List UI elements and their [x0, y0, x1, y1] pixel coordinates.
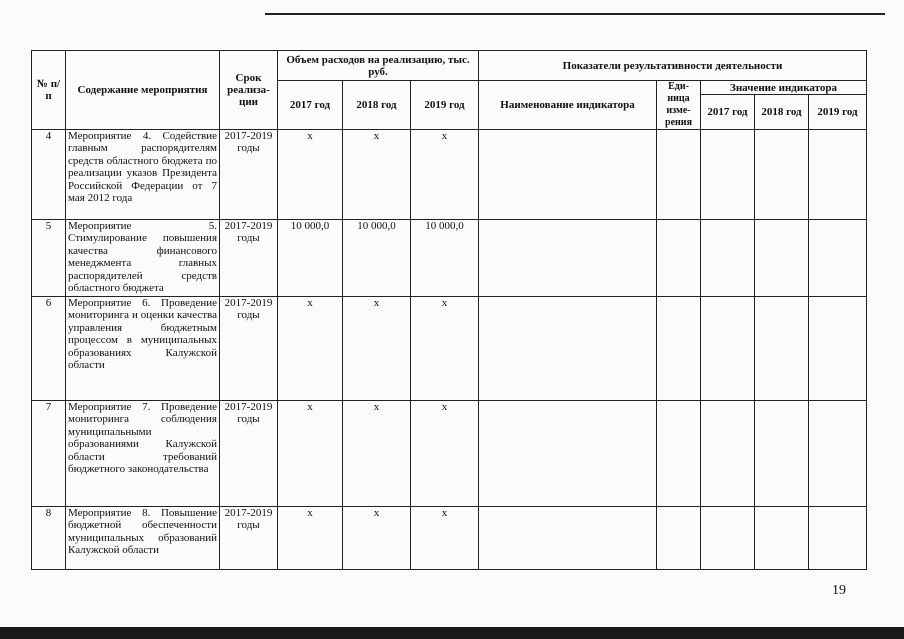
row-exp-2017: х: [278, 130, 343, 220]
table-row: [32, 220, 867, 297]
header-expenses-group: Объем расходов на реализацию, тыс. руб.: [278, 51, 479, 81]
row-ind-2019: [809, 507, 867, 570]
row-content: Мероприятие 8. Повышение бюджетной обеспеченности муниципальных образований Калужской области: [66, 507, 220, 570]
row-ind-2018: [755, 401, 809, 507]
row-num: 8: [32, 507, 66, 570]
row-period: 2017-2019 годы: [220, 297, 278, 401]
header-indicator-value-group: Значение индикатора: [701, 81, 867, 95]
row-ind-2017: [701, 220, 755, 297]
row-exp-2017: х: [278, 297, 343, 401]
header-num: № п/п: [32, 51, 66, 130]
row-num: 5: [32, 220, 66, 297]
row-exp-2017: х: [278, 401, 343, 507]
row-indicator-name: [479, 507, 657, 570]
header-ind-2017: 2017 год: [701, 95, 755, 130]
row-num: 4: [32, 130, 66, 220]
row-ind-2018: [755, 507, 809, 570]
header-exp-2019: 2019 год: [411, 81, 479, 130]
row-unit: [657, 297, 701, 401]
row-exp-2017: х: [278, 507, 343, 570]
header-exp-2017: 2017 год: [278, 81, 343, 130]
header-indicators-group: Показатели результативности деятельности: [479, 51, 867, 81]
header-ind-2018: 2018 год: [755, 95, 809, 130]
row-ind-2019: [809, 130, 867, 220]
row-content: Мероприятие 4. Содействие главным распорядителям средств областного бюджета по реализации указов Президента Российской Федерации от 7 мая 2012 года: [66, 130, 220, 220]
row-content: Мероприятие 5. Стимулирование повышения качества финансового менеджмента главных распорядителей средств областного бюджета: [66, 220, 220, 297]
row-period: 2017-2019 годы: [220, 130, 278, 220]
header-unit: Еди-ница изме-рения: [657, 81, 701, 130]
row-content: Мероприятие 6. Проведение мониторинга и оценки качества управления бюджетным процессом в муниципальных образованиях Калужской области: [66, 297, 220, 401]
row-ind-2017: [701, 130, 755, 220]
row-period: 2017-2019 годы: [220, 507, 278, 570]
row-indicator-name: [479, 130, 657, 220]
row-ind-2017: [701, 401, 755, 507]
header-period: Срок реализа-ции: [220, 51, 278, 130]
row-ind-2018: [755, 297, 809, 401]
header-indicator-name: Наименование индикатора: [479, 81, 657, 130]
row-unit: [657, 401, 701, 507]
row-exp-2019: х: [411, 297, 479, 401]
row-ind-2019: [809, 220, 867, 297]
row-exp-2018: х: [343, 130, 411, 220]
row-exp-2018: х: [343, 297, 411, 401]
header-exp-2018: 2018 год: [343, 81, 411, 130]
row-indicator-name: [479, 220, 657, 297]
row-exp-2019: х: [411, 401, 479, 507]
row-ind-2018: [755, 220, 809, 297]
row-exp-2019: х: [411, 507, 479, 570]
row-exp-2017: 10 000,0: [278, 220, 343, 297]
table-row: [32, 130, 867, 220]
row-ind-2017: [701, 297, 755, 401]
header-content: Содержание мероприятия: [66, 51, 220, 130]
row-ind-2018: [755, 130, 809, 220]
row-exp-2019: 10 000,0: [411, 220, 479, 297]
header-ind-2019: 2019 год: [809, 95, 867, 130]
row-ind-2017: [701, 507, 755, 570]
row-exp-2019: х: [411, 130, 479, 220]
row-num: 6: [32, 297, 66, 401]
table-row: [32, 507, 867, 570]
row-indicator-name: [479, 401, 657, 507]
row-unit: [657, 130, 701, 220]
row-ind-2019: [809, 297, 867, 401]
row-unit: [657, 220, 701, 297]
table-row: [32, 297, 867, 401]
row-unit: [657, 507, 701, 570]
row-indicator-name: [479, 297, 657, 401]
activities-table: [31, 50, 867, 570]
row-exp-2018: х: [343, 401, 411, 507]
page-number: 19: [832, 583, 846, 598]
row-period: 2017-2019 годы: [220, 401, 278, 507]
table-row: [32, 401, 867, 507]
row-period: 2017-2019 годы: [220, 220, 278, 297]
row-ind-2019: [809, 401, 867, 507]
row-exp-2018: 10 000,0: [343, 220, 411, 297]
bottom-bar: [0, 627, 904, 639]
row-exp-2018: х: [343, 507, 411, 570]
top-rule: [265, 13, 885, 15]
row-num: 7: [32, 401, 66, 507]
row-content: Мероприятие 7. Проведение мониторинга соблюдения муниципальными образованиями Калужской области требований бюджетного законодательства: [66, 401, 220, 507]
